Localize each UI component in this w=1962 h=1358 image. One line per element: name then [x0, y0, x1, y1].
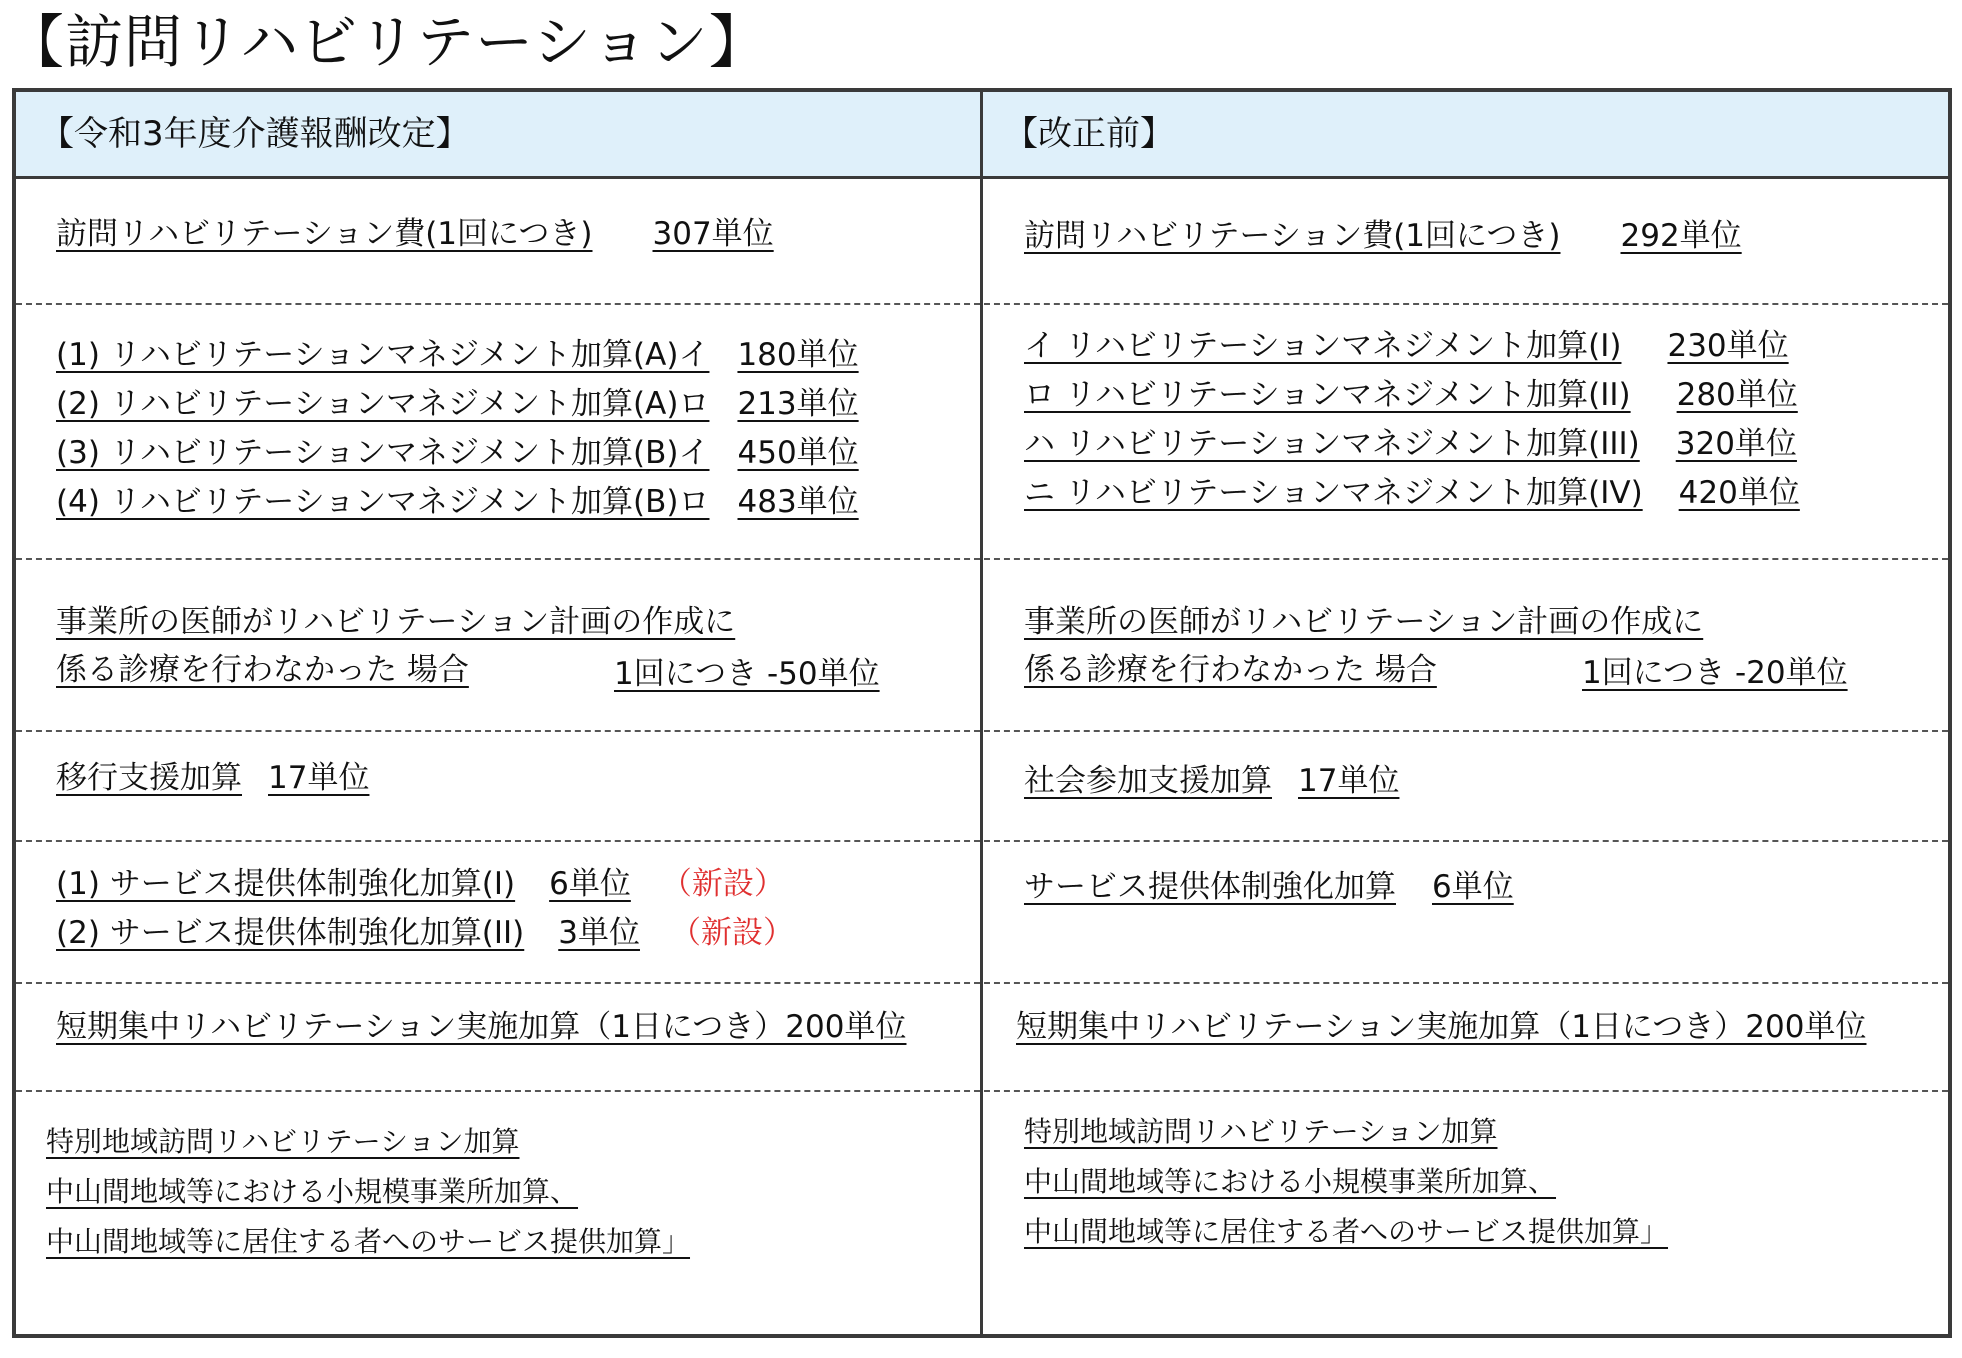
row-divider: [16, 840, 1948, 842]
right-rm-label: ハ リハビリテーションマネジメント加算(III): [1024, 426, 1640, 462]
column-divider: [980, 92, 983, 1334]
right-special-line: 中山間地域等に居住する者へのサービス提供加算」: [1024, 1215, 1669, 1248]
left-service-value: 3単位: [558, 915, 640, 951]
left-service-value: 6単位: [549, 866, 631, 902]
left-rm-item: [56, 482, 859, 522]
row-divider: [16, 1090, 1948, 1092]
left-doctor-value: 1回につき -50単位: [614, 656, 880, 692]
right-doctor-line1: 事業所の医師がリハビリテーション計画の作成に: [1024, 604, 1704, 640]
new-badge: （新設）: [669, 915, 794, 951]
row-divider: [16, 982, 1948, 984]
header-before-revision: 【改正前】: [1004, 114, 1174, 154]
left-rm-value: 213単位: [737, 386, 859, 422]
row-divider: [16, 558, 1948, 560]
right-fee-value: 292単位: [1620, 218, 1742, 254]
left-special-line: 中山間地域等における小規模事業所加算、: [46, 1175, 579, 1208]
left-service-item: [56, 864, 785, 904]
right-service-label: サービス提供体制強化加算: [1024, 869, 1396, 905]
right-special-line: 特別地域訪問リハビリテーション加算: [1024, 1115, 1498, 1148]
left-fee-value: 307単位: [652, 216, 774, 252]
left-rm-label: (3) リハビリテーションマネジメント加算(B)イ: [56, 435, 710, 471]
right-social-label: 社会参加支援加算: [1024, 763, 1272, 799]
left-transition-line: [56, 758, 369, 798]
right-rm-item: [1024, 424, 1797, 464]
left-rm-label: (4) リハビリテーションマネジメント加算(B)ロ: [56, 484, 710, 520]
left-rm-label: (1) リハビリテーションマネジメント加算(A)イ: [56, 337, 710, 373]
right-rm-item: [1024, 473, 1800, 513]
row-divider: [16, 303, 1948, 305]
right-doctor-line2: 係る診療を行わなかった 場合: [1024, 652, 1437, 688]
left-rm-item: [56, 433, 859, 473]
right-service-value: 6単位: [1432, 869, 1514, 905]
left-doctor-line2: 係る診療を行わなかった 場合: [56, 652, 469, 688]
left-service-label: (2) サービス提供体制強化加算(II): [56, 915, 525, 951]
left-special-line: 特別地域訪問リハビリテーション加算: [46, 1125, 520, 1158]
left-fee-label: 訪問リハビリテーション費(1回につき): [56, 216, 593, 252]
right-service-line: [1024, 867, 1514, 907]
left-transition-label: 移行支援加算: [56, 760, 242, 796]
right-rm-item: [1024, 326, 1789, 366]
right-rm-label: イ リハビリテーションマネジメント加算(I): [1024, 328, 1622, 364]
comparison-table: [12, 88, 1952, 1338]
right-fee-label: 訪問リハビリテーション費(1回につき): [1024, 218, 1561, 254]
left-rm-value: 180単位: [737, 337, 859, 373]
left-short-term: 短期集中リハビリテーション実施加算（1日につき）200単位: [56, 1009, 907, 1045]
right-rm-value: 420単位: [1678, 475, 1800, 511]
left-doctor-line1: 事業所の医師がリハビリテーション計画の作成に: [56, 604, 736, 640]
left-rm-value: 450単位: [737, 435, 859, 471]
page-title: 【訪問リハビリテーション】: [6, 8, 768, 76]
right-social-value: 17単位: [1298, 763, 1400, 799]
left-service-item: [56, 913, 794, 953]
right-rm-item: [1024, 375, 1798, 415]
header-current-revision: 【令和3年度介護報酬改定】: [40, 114, 470, 154]
left-rm-item: [56, 384, 859, 424]
right-short-term: 短期集中リハビリテーション実施加算（1日につき）200単位: [1016, 1009, 1867, 1045]
right-fee-line: [1024, 216, 1742, 256]
right-rm-value: 230単位: [1667, 328, 1789, 364]
left-service-label: (1) サービス提供体制強化加算(I): [56, 866, 516, 902]
right-rm-value: 320単位: [1675, 426, 1797, 462]
new-badge: （新設）: [660, 866, 785, 902]
row-divider: [16, 730, 1948, 732]
left-fee-line: [56, 214, 774, 254]
right-rm-label: ニ リハビリテーションマネジメント加算(IV): [1024, 475, 1643, 511]
right-rm-label: ロ リハビリテーションマネジメント加算(II): [1024, 377, 1631, 413]
right-rm-value: 280単位: [1676, 377, 1798, 413]
left-transition-value: 17単位: [268, 760, 370, 796]
left-special-line: 中山間地域等に居住する者へのサービス提供加算」: [46, 1225, 691, 1258]
right-special-line: 中山間地域等における小規模事業所加算、: [1024, 1165, 1557, 1198]
right-doctor-value: 1回につき -20単位: [1582, 655, 1848, 691]
right-social-line: [1024, 761, 1399, 801]
left-rm-item: [56, 335, 859, 375]
left-rm-label: (2) リハビリテーションマネジメント加算(A)ロ: [56, 386, 710, 422]
left-rm-value: 483単位: [737, 484, 859, 520]
